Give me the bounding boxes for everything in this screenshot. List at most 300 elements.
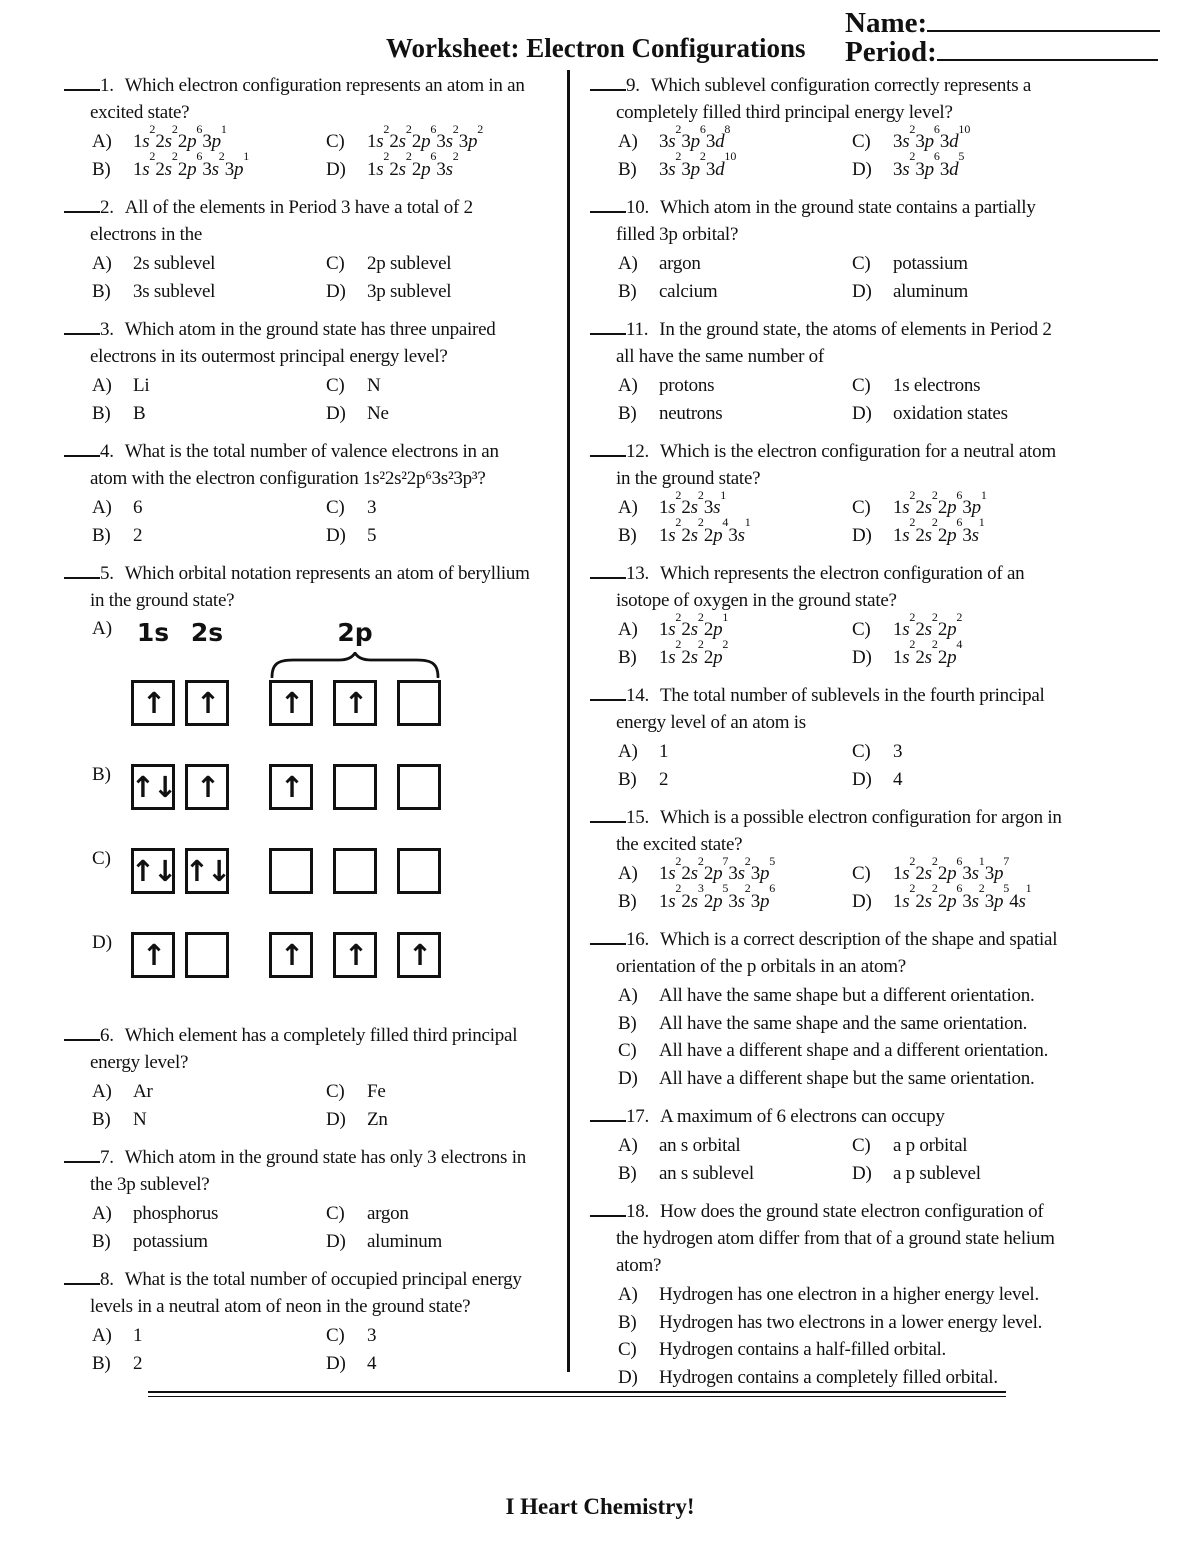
option — [618, 1309, 1135, 1337]
option-label: A) — [92, 253, 112, 274]
option-label: B) — [618, 1162, 637, 1184]
option-text: 2 — [659, 768, 669, 790]
question-line: filled 3p orbital? — [616, 224, 739, 245]
question-text — [64, 560, 564, 614]
option — [326, 1078, 564, 1106]
orbital-diagram-header — [92, 618, 564, 680]
option-text: All have the same shape and the same orientation. — [659, 1012, 1028, 1034]
option — [326, 250, 564, 278]
option — [852, 766, 1135, 794]
option — [852, 121, 1135, 156]
question-text — [64, 1266, 564, 1320]
option-text: $1s^22s^22p^63s^1$ — [893, 515, 985, 546]
options — [590, 487, 1135, 549]
question-line: Which atom in the ground state has three unpaired — [124, 319, 496, 340]
answer-blank — [590, 1117, 626, 1122]
option — [326, 372, 564, 400]
question-3 — [64, 316, 564, 427]
option-text: potassium — [893, 253, 968, 274]
footer-text: I Heart Chemistry! — [505, 1494, 695, 1519]
question-15 — [590, 804, 1135, 915]
question-line: electrons in its outermost principal energy level? — [90, 346, 448, 367]
option-label: B) — [618, 158, 637, 180]
option-text: $1s^22s^22p^2$ — [659, 637, 729, 668]
option — [326, 1228, 564, 1256]
option-label: C) — [852, 375, 871, 396]
option — [618, 637, 852, 672]
answer-blank — [590, 86, 626, 91]
option — [618, 400, 852, 428]
option-text: 1 — [133, 1325, 143, 1346]
option-text: $1s^22s^22p^63p^1$ — [893, 487, 987, 518]
option-text: 3s sublevel — [133, 280, 216, 302]
question-line: atom? — [616, 1255, 662, 1276]
option — [326, 494, 564, 522]
option-label: D) — [852, 1162, 872, 1184]
question-line: excited state? — [90, 102, 190, 123]
option-label: C) — [852, 497, 871, 518]
sublevel-label-1s: 1s — [136, 618, 170, 647]
option — [852, 1160, 1135, 1188]
option-label: C) — [618, 1040, 637, 1061]
answer-blank — [590, 940, 626, 945]
options — [590, 250, 1135, 305]
question-line: in the ground state? — [90, 590, 235, 611]
option-text: 1 — [659, 741, 669, 762]
option-text: Hydrogen has one electron in a higher energy level. — [659, 1284, 1039, 1305]
option-label: C) — [326, 497, 345, 518]
question-10 — [590, 194, 1135, 305]
option-text: Ar — [133, 1081, 153, 1102]
option-label: B) — [618, 890, 637, 912]
option — [326, 121, 564, 156]
option-text: $1s^22s^22p^1$ — [659, 609, 729, 640]
options — [64, 494, 564, 549]
option — [618, 149, 852, 184]
question-line: Which is the electron configuration for a neutral atom — [660, 441, 1056, 462]
option-text: N — [367, 375, 381, 396]
option-label: C) — [326, 131, 345, 152]
option-text: a p sublevel — [893, 1162, 981, 1184]
option-label: B) — [618, 402, 637, 424]
option — [852, 278, 1135, 306]
option-label: B) — [618, 1012, 637, 1034]
question-number: 9. — [626, 75, 640, 96]
period-blank-line — [937, 57, 1158, 61]
question-17 — [590, 1103, 1135, 1187]
options — [64, 1322, 564, 1377]
question-4 — [64, 438, 564, 549]
option-text: $1s^22s^22p^43s^1$ — [659, 515, 751, 546]
question-13 — [590, 560, 1135, 671]
option-text: 2p sublevel — [367, 253, 452, 274]
option-text: $1s^22s^22p^63s^23p^1$ — [133, 149, 250, 180]
option-text: All have a different shape but the same orientation. — [659, 1067, 1035, 1089]
option-text: $1s^22s^22p^63s^13p^7$ — [893, 853, 1010, 884]
option-text: an s orbital — [659, 1135, 741, 1156]
orbital-box-2p2: ↑ — [333, 932, 377, 978]
options — [590, 982, 1135, 1092]
option-text: protons — [659, 375, 715, 396]
answer-blank — [590, 452, 626, 457]
option — [92, 400, 326, 428]
question-text — [64, 316, 564, 370]
answer-blank — [64, 1280, 100, 1285]
option — [618, 766, 852, 794]
orbital-box-2p3 — [397, 680, 441, 726]
option-text: a p orbital — [893, 1135, 968, 1156]
answer-blank — [64, 208, 100, 213]
option — [852, 637, 1135, 672]
option — [852, 738, 1135, 766]
option-label: B) — [618, 280, 637, 302]
question-line: What is the total number of valence electrons in an — [124, 441, 499, 462]
options — [590, 609, 1135, 671]
question-line: isotope of oxygen in the ground state? — [616, 590, 897, 611]
option-label: A) — [92, 375, 112, 396]
option-label: C) — [92, 848, 111, 869]
option-label: C) — [326, 1325, 345, 1346]
question-text — [64, 1144, 564, 1198]
option-text: $1s^22s^22p^4$ — [893, 637, 963, 668]
option-text: Li — [133, 375, 150, 396]
option — [618, 881, 852, 916]
question-number: 5. — [100, 563, 114, 584]
options — [64, 1078, 564, 1133]
option — [852, 515, 1135, 550]
page-title: Worksheet: Electron Configurations — [386, 33, 806, 63]
question-line: the 3p sublevel? — [90, 1174, 210, 1195]
question-number: 12. — [626, 441, 649, 462]
options — [590, 853, 1135, 915]
option — [852, 400, 1135, 428]
option-text: Zn — [367, 1108, 388, 1130]
option-text: 5 — [367, 524, 377, 546]
option-label: B) — [92, 280, 111, 302]
option-label: D) — [326, 280, 346, 302]
question-number: 14. — [626, 685, 649, 706]
option-text: Ne — [367, 402, 389, 424]
question-text — [590, 1198, 1135, 1279]
option-label: D) — [326, 524, 346, 546]
option — [92, 278, 326, 306]
option-text: $1s^22s^32p^53s^23p^6$ — [659, 881, 776, 912]
period-label: Period: — [845, 36, 937, 68]
question-7 — [64, 1144, 564, 1255]
question-18 — [590, 1198, 1135, 1391]
question-1 — [64, 72, 564, 183]
option-label: C) — [852, 253, 871, 274]
option-label: D) — [326, 1352, 346, 1374]
option-label: C) — [326, 375, 345, 396]
question-line: Which sublevel configuration correctly represents a — [650, 75, 1032, 96]
question-line: Which represents the electron configuration of an — [660, 563, 1025, 584]
answer-blank — [590, 330, 626, 335]
question-line: The total number of sublevels in the fourth principal — [660, 685, 1045, 706]
question-number: 16. — [626, 929, 649, 950]
answer-blank — [64, 1158, 100, 1163]
option-label: A) — [92, 131, 112, 152]
option-text: 2 — [133, 1352, 143, 1374]
option-text: Hydrogen contains a completely filled orbital. — [659, 1366, 998, 1388]
option-label: D) — [852, 768, 872, 790]
option-label: D) — [326, 402, 346, 424]
orbital-box-2s: ↑ — [185, 680, 229, 726]
option-text: Hydrogen has two electrons in a lower energy level. — [659, 1311, 1043, 1333]
question-5 — [64, 560, 564, 978]
sublevel-label-2s: 2s — [190, 618, 224, 647]
option-text: an s sublevel — [659, 1162, 754, 1184]
option-label: D) — [852, 158, 872, 180]
orbital-box-2s: ↑↓ — [185, 848, 229, 894]
options — [64, 1200, 564, 1255]
option-label: C) — [852, 863, 871, 884]
option — [326, 400, 564, 428]
question-number: 11. — [626, 319, 649, 340]
option — [618, 372, 852, 400]
orbital-box-2p1 — [269, 848, 313, 894]
question-line: A maximum of 6 electrons can occupy — [660, 1106, 945, 1127]
question-line: Which element has a completely filled third principal — [124, 1025, 518, 1046]
option-text: 3 — [367, 497, 377, 518]
orbital-box-1s: ↑ — [131, 680, 175, 726]
option-label: D) — [618, 1067, 638, 1089]
question-line: What is the total number of occupied principal energy — [124, 1269, 522, 1290]
option-text: Fe — [367, 1081, 386, 1102]
name-blank-line — [927, 28, 1160, 32]
option-text: $1s^22s^23s^1$ — [659, 487, 727, 518]
orbital-row-a — [92, 680, 564, 726]
option — [618, 1132, 852, 1160]
answer-blank — [590, 818, 626, 823]
question-text — [64, 72, 564, 126]
option-text: neutrons — [659, 402, 723, 424]
option — [618, 1281, 1135, 1309]
option-label: C) — [326, 1203, 345, 1224]
option — [92, 1228, 326, 1256]
option — [618, 609, 852, 644]
option — [326, 522, 564, 550]
orbital-box-2s — [185, 932, 229, 978]
orbital-box-1s: ↑↓ — [131, 764, 175, 810]
option — [618, 1037, 1135, 1065]
question-11 — [590, 316, 1135, 427]
option-text: 3 — [893, 741, 903, 762]
orbital-box-2p2 — [333, 848, 377, 894]
option-label: B) — [92, 1230, 111, 1252]
option — [326, 278, 564, 306]
question-text — [64, 194, 564, 248]
option-label: C) — [852, 131, 871, 152]
option-text: phosphorus — [133, 1203, 219, 1224]
option-label: B) — [92, 158, 111, 180]
question-line: Which atom in the ground state contains a partially — [660, 197, 1036, 218]
option — [326, 1200, 564, 1228]
question-text — [590, 194, 1135, 248]
option-label: C) — [852, 741, 871, 762]
option-text: $3s^23p^63d^5$ — [893, 149, 965, 180]
question-line: Which is a possible electron configuration for argon in — [660, 807, 1062, 828]
option — [92, 1078, 326, 1106]
option-label: D) — [852, 524, 872, 546]
option — [618, 1160, 852, 1188]
orbital-box-2p1: ↑ — [269, 680, 313, 726]
option-label: D) — [618, 1366, 638, 1388]
option-text: 2s sublevel — [133, 253, 216, 274]
option-label: D) — [852, 890, 872, 912]
question-line: atom with the electron configuration 1s²2s²2p⁶3s²3p³? — [90, 468, 486, 489]
question-text — [590, 438, 1135, 492]
orbital-box-2p1: ↑ — [269, 764, 313, 810]
question-text — [590, 804, 1135, 858]
option-label: A) — [618, 131, 638, 152]
option-label: C) — [618, 1339, 637, 1360]
option-label: B) — [618, 768, 637, 790]
option-label: D) — [326, 1108, 346, 1130]
option-label: C) — [852, 1135, 871, 1156]
option-label: B) — [618, 1311, 637, 1333]
question-line: electrons in the — [90, 224, 203, 245]
option — [618, 515, 852, 550]
orbital-box-2p3 — [397, 764, 441, 810]
question-14 — [590, 682, 1135, 793]
question-line: Which orbital notation represents an atom of beryllium — [124, 563, 530, 584]
option — [618, 853, 852, 888]
question-12 — [590, 438, 1135, 549]
option-text: aluminum — [893, 280, 969, 302]
option-text: $1s^22s^22p^2$ — [893, 609, 963, 640]
option-text: All have a different shape and a different orientation. — [659, 1040, 1049, 1061]
sublevel-label-2p: 2p — [337, 618, 373, 647]
option — [92, 494, 326, 522]
orbital-box-2p2: ↑ — [333, 680, 377, 726]
option-label: D) — [92, 932, 113, 953]
answer-blank — [64, 86, 100, 91]
option-label: A) — [618, 619, 638, 640]
options — [590, 1281, 1135, 1391]
option-label: A) — [92, 1203, 112, 1224]
option — [852, 881, 1135, 916]
option-text: 4 — [893, 768, 903, 790]
option — [92, 1350, 326, 1378]
option — [852, 487, 1135, 522]
answer-blank — [590, 696, 626, 701]
question-number: 1. — [100, 75, 114, 96]
question-line: orientation of the p orbitals in an atom? — [616, 956, 906, 977]
option — [618, 1065, 1135, 1093]
option-text: aluminum — [367, 1230, 443, 1252]
option — [852, 853, 1135, 888]
option — [618, 738, 852, 766]
answer-blank — [590, 574, 626, 579]
orbital-box-2s: ↑ — [185, 764, 229, 810]
option — [618, 250, 852, 278]
option — [326, 1322, 564, 1350]
question-text — [590, 72, 1135, 126]
answer-blank — [64, 1036, 100, 1041]
option-label: A) — [92, 497, 112, 518]
option-label: A) — [618, 497, 638, 518]
answer-blank — [590, 208, 626, 213]
option-text: 6 — [133, 497, 143, 518]
orbital-box-1s: ↑↓ — [131, 848, 175, 894]
option-label: A) — [618, 253, 638, 274]
option-label: B) — [92, 1352, 111, 1374]
right-column — [590, 72, 1135, 1402]
column-divider — [567, 70, 570, 1372]
question-number: 10. — [626, 197, 649, 218]
option-label: B) — [92, 764, 111, 785]
option-label: A) — [618, 375, 638, 396]
option — [618, 1364, 1135, 1392]
option-label: B) — [92, 1108, 111, 1130]
option-text: All have the same shape but a different orientation. — [659, 985, 1035, 1006]
option — [618, 1336, 1135, 1364]
question-number: 18. — [626, 1201, 649, 1222]
option-label: D) — [852, 280, 872, 302]
option-text: $1s^22s^22p^63s^23p^54s^1$ — [893, 881, 1032, 912]
options — [590, 372, 1135, 427]
question-line: energy level? — [90, 1052, 189, 1073]
option-text: argon — [367, 1203, 409, 1224]
question-6 — [64, 1022, 564, 1133]
option-label: A) — [618, 741, 638, 762]
option — [92, 1106, 326, 1134]
option-label: A) — [92, 1081, 112, 1102]
orbital-box-2p1: ↑ — [269, 932, 313, 978]
option-text: calcium — [659, 280, 718, 302]
option — [326, 1350, 564, 1378]
options — [590, 738, 1135, 793]
option-label: A) — [92, 618, 113, 639]
left-column — [64, 72, 564, 1388]
option-text: $1s^22s^22p^63p^1$ — [133, 121, 227, 152]
question-16 — [590, 926, 1135, 1092]
option — [852, 609, 1135, 644]
option-label: A) — [618, 863, 638, 884]
question-text — [590, 682, 1135, 736]
option-label: C) — [852, 619, 871, 640]
question-line: the hydrogen atom differ from that of a ground state helium — [616, 1228, 1055, 1249]
options — [64, 372, 564, 427]
question-text — [590, 560, 1135, 614]
question-2 — [64, 194, 564, 305]
option — [92, 1322, 326, 1350]
option-label: A) — [618, 1135, 638, 1156]
question-number: 2. — [100, 197, 114, 218]
option-text: $3s^23p^63d^8$ — [659, 121, 731, 152]
option — [92, 1200, 326, 1228]
option — [326, 1106, 564, 1134]
options — [64, 250, 564, 305]
option-text: Hydrogen contains a half-filled orbital. — [659, 1339, 947, 1360]
question-line: all have the same number of — [616, 346, 824, 367]
option — [618, 1010, 1135, 1038]
question-number: 3. — [100, 319, 114, 340]
orbital-box-2p3: ↑ — [397, 932, 441, 978]
option-label: D) — [326, 158, 346, 180]
question-line: levels in a neutral atom of neon in the ground state? — [90, 1296, 471, 1317]
option-text: oxidation states — [893, 402, 1008, 424]
answer-blank — [64, 452, 100, 457]
option-label: C) — [326, 253, 345, 274]
question-number: 4. — [100, 441, 114, 462]
orbital-box-1s: ↑ — [131, 932, 175, 978]
question-text — [590, 1103, 1135, 1130]
option — [852, 1132, 1135, 1160]
option-text: B — [133, 402, 146, 424]
option-label: A) — [92, 1325, 112, 1346]
